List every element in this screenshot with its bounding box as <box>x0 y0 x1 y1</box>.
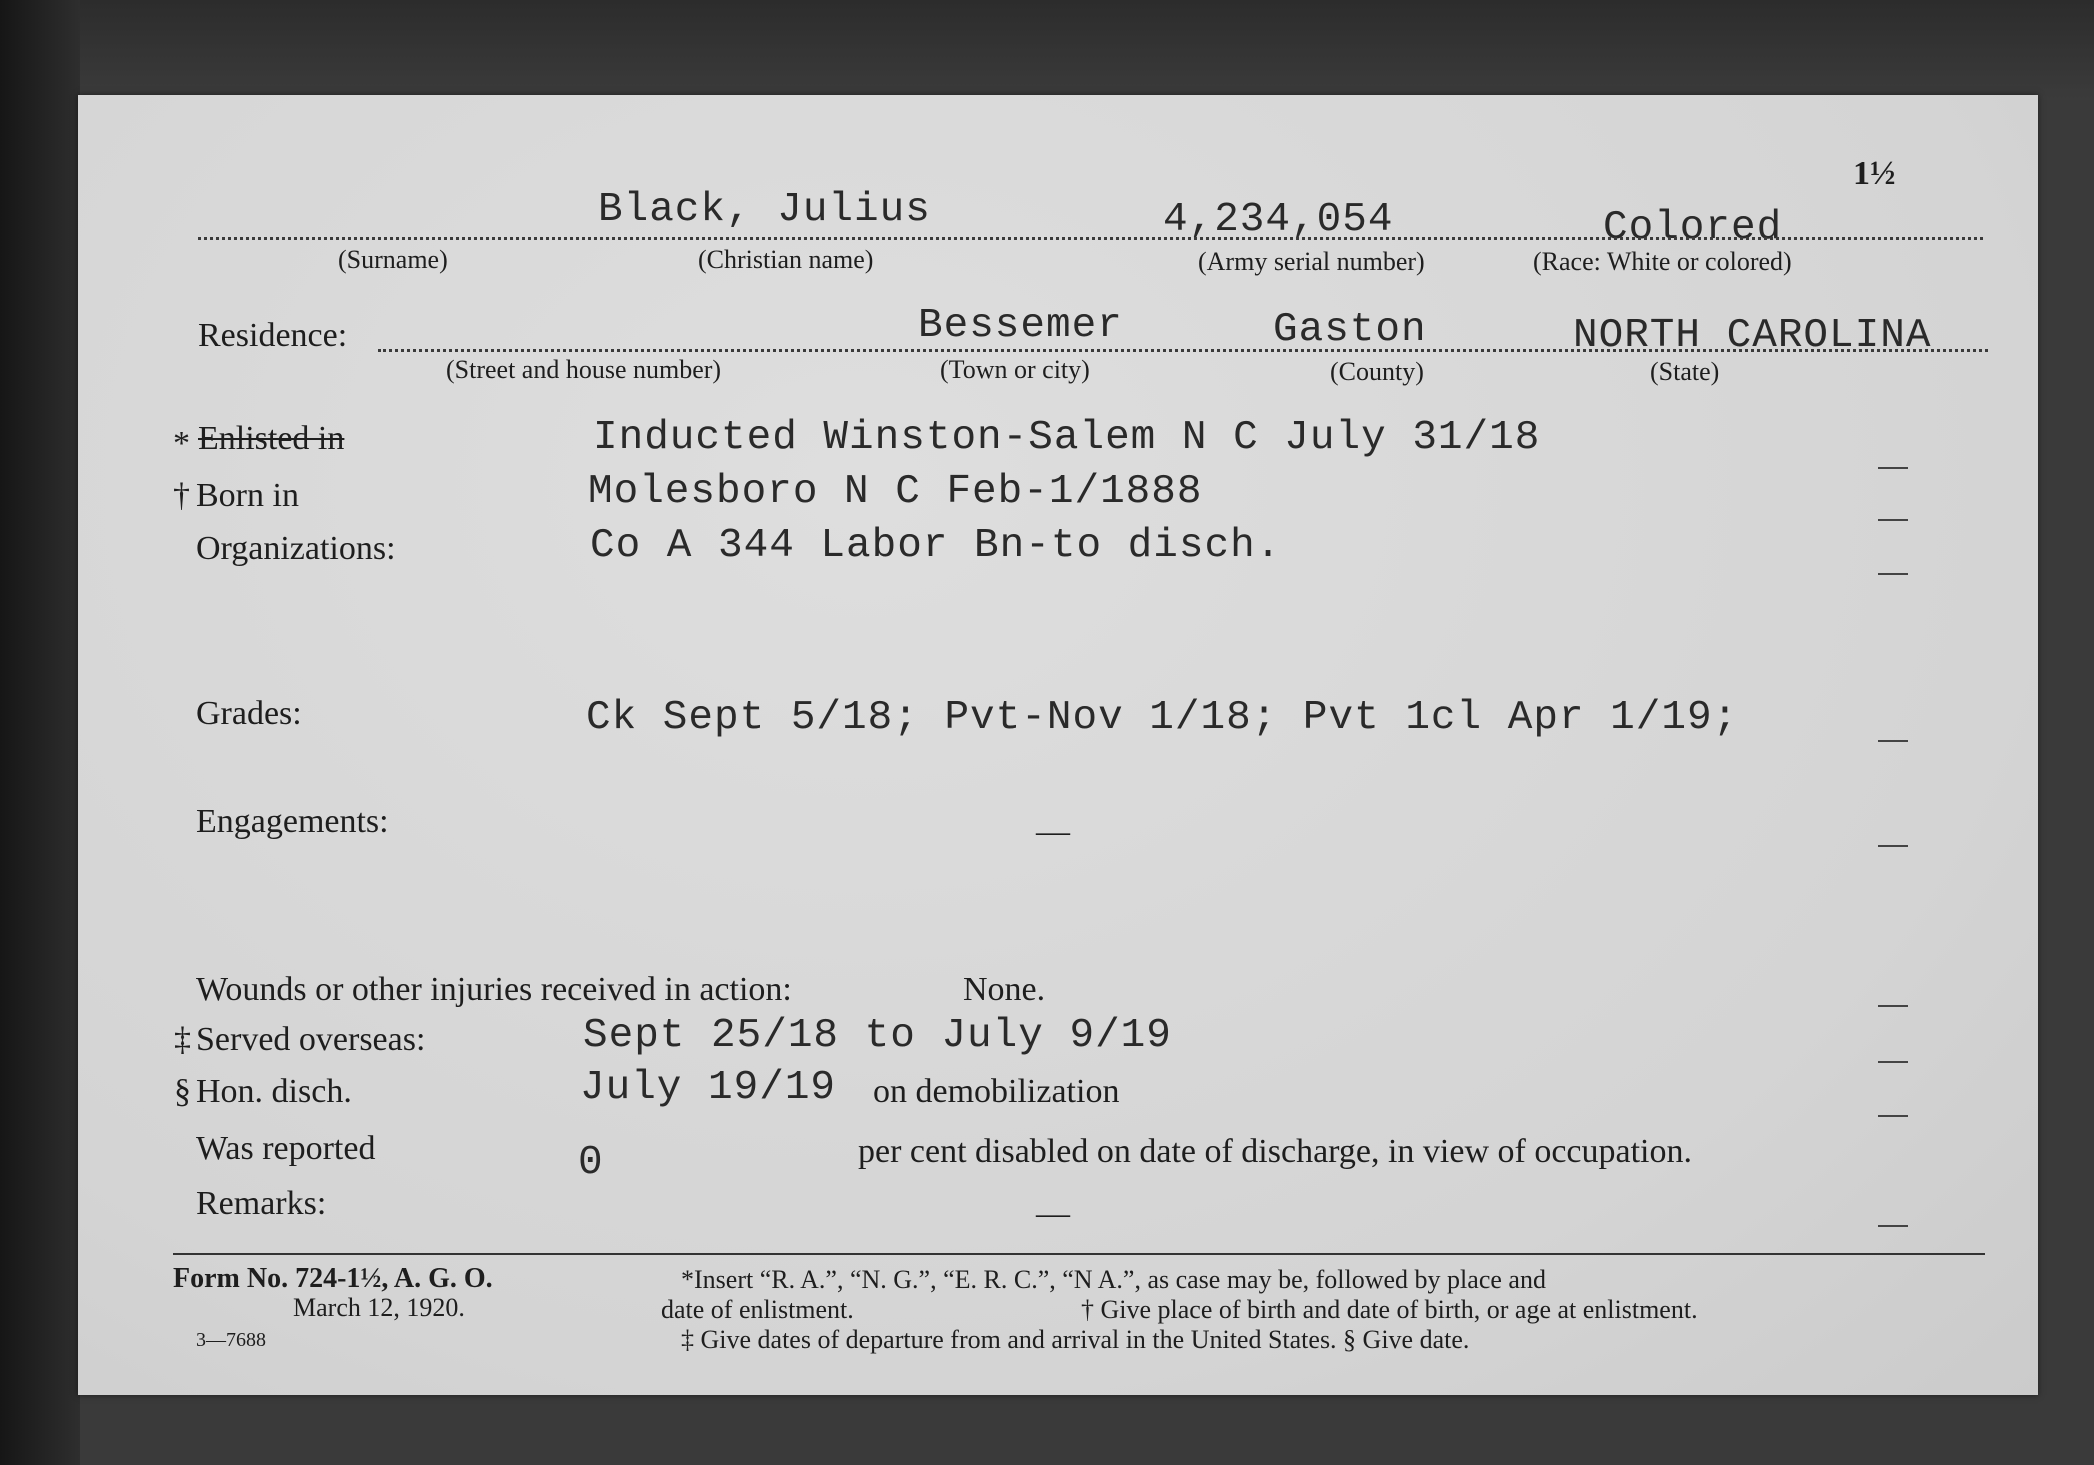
row-dash <box>1878 740 1908 742</box>
born-value: Molesboro N C Feb-1/1888 <box>588 469 1203 515</box>
residence-county: Gaston <box>1273 307 1427 353</box>
footer-rule <box>173 1253 1985 1255</box>
caption-street: (Street and house number) <box>446 355 722 384</box>
wounds-label: Wounds or other injuries received in action: <box>196 971 792 1008</box>
caption-county: (County) <box>1330 357 1424 386</box>
race-value: Colored <box>1603 205 1783 251</box>
reported-label: Was reported <box>196 1130 376 1167</box>
remarks-label: Remarks: <box>196 1185 327 1222</box>
hon-mark: § <box>174 1073 191 1110</box>
overseas-value: Sept 25/18 to July 9/19 <box>583 1013 1172 1059</box>
row-dash <box>1878 1061 1908 1063</box>
caption-state: (State) <box>1650 357 1720 386</box>
overseas-label: Served overseas: <box>196 1021 426 1058</box>
hon-value: July 19/19 <box>580 1065 837 1111</box>
row-dash <box>1878 1115 1908 1117</box>
residence-dotted-line <box>378 349 1988 352</box>
reported-value: 0 <box>578 1140 604 1186</box>
remarks-value: — <box>1036 1195 1070 1232</box>
scan-background-left <box>0 0 80 1465</box>
name-value: Black, Julius <box>598 187 931 233</box>
footnote-line-1: *Insert “R. A.”, “N. G.”, “E. R. C.”, “N A.”, as case may be, followed by place and <box>681 1265 1546 1294</box>
footnote-line-2a: date of enlistment. <box>661 1295 854 1324</box>
row-dash <box>1878 519 1908 521</box>
page-number: 1½ <box>1853 155 1896 192</box>
name-dotted-line <box>198 237 1983 240</box>
engagements-label: Engagements: <box>196 803 389 840</box>
hon-suffix: on demobilization <box>873 1073 1120 1110</box>
caption-town: (Town or city) <box>940 355 1090 384</box>
caption-surname: (Surname) <box>338 245 448 274</box>
row-dash <box>1878 467 1908 469</box>
organizations-value: Co A 344 Labor Bn-to disch. <box>590 523 1282 569</box>
service-record-card <box>78 95 2038 1395</box>
organizations-label: Organizations: <box>196 530 396 567</box>
row-dash <box>1878 1005 1908 1007</box>
caption-race: (Race: White or colored) <box>1533 247 1792 276</box>
form-code: 3—7688 <box>196 1329 266 1351</box>
born-mark: † <box>173 477 190 514</box>
enlisted-label: Enlisted in <box>198 420 345 457</box>
enlisted-mark: * <box>173 425 190 462</box>
row-dash <box>1878 573 1908 575</box>
wounds-value: None. <box>963 971 1046 1008</box>
grades-value: Ck Sept 5/18; Pvt-Nov 1/18; Pvt 1cl Apr 1/19; <box>586 695 1739 741</box>
form-number: Form No. 724-1½, A. G. O. <box>173 1263 493 1294</box>
grades-label: Grades: <box>196 695 302 732</box>
reported-suffix: per cent disabled on date of discharge, in view of occupation. <box>858 1133 1692 1170</box>
row-dash <box>1878 1225 1908 1227</box>
serial-value: 4,234,054 <box>1163 197 1394 243</box>
hon-label: Hon. disch. <box>196 1073 352 1110</box>
form-date: March 12, 1920. <box>293 1293 465 1322</box>
residence-state: NORTH CAROLINA <box>1573 313 1932 359</box>
enlisted-value: Inducted Winston-Salem N C July 31/18 <box>593 415 1541 461</box>
scan-background-top <box>0 0 2094 100</box>
row-dash <box>1878 845 1908 847</box>
footnote-line-3: ‡ Give dates of departure from and arrival in the United States. § Give date. <box>681 1325 1470 1354</box>
overseas-mark: ‡ <box>174 1021 191 1058</box>
footnote-line-2b: † Give place of birth and date of birth, or age at enlistment. <box>1081 1295 1698 1324</box>
residence-label: Residence: <box>198 317 348 354</box>
residence-town: Bessemer <box>918 303 1123 349</box>
caption-christian: (Christian name) <box>698 245 874 274</box>
engagements-value: — <box>1036 813 1070 850</box>
caption-serial: (Army serial number) <box>1198 247 1425 276</box>
born-label: Born in <box>196 477 299 514</box>
